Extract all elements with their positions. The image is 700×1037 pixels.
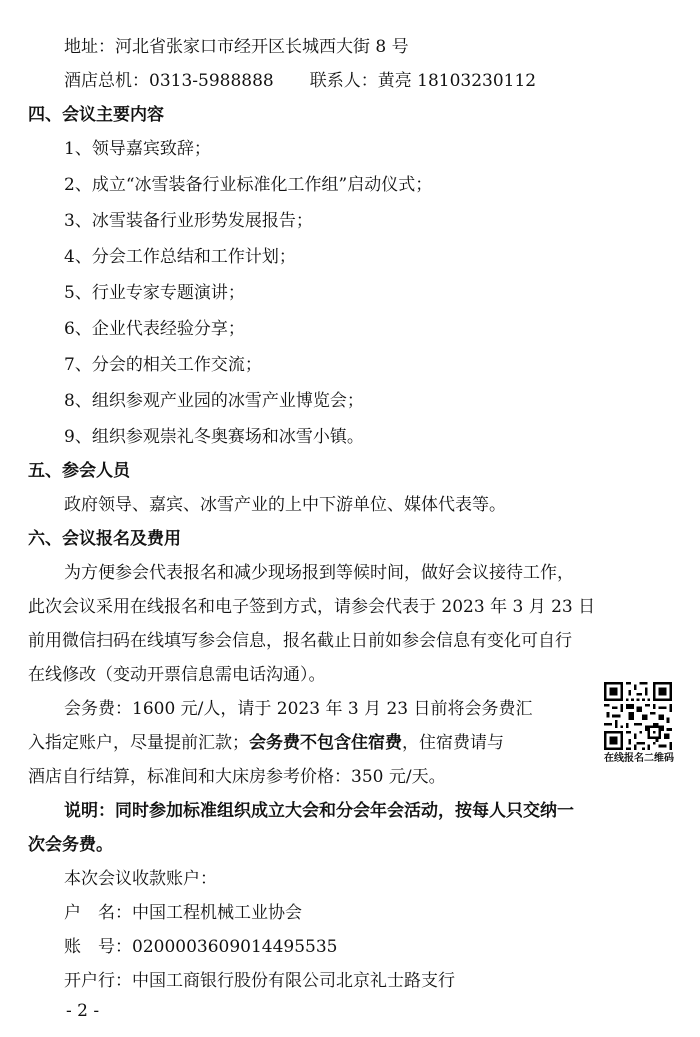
registration-paragraph-line: 此次会议采用在线报名和电子签到方式，请参会代表于 2023 年 3 月 23 日 [28, 597, 596, 617]
fee-text: 入指定账户，尽量提前汇款； [28, 733, 249, 753]
note-line: 次会务费。 [28, 835, 113, 855]
agenda-item: 3、冰雪装备行业形势发展报告； [64, 211, 313, 231]
section-5-title: 五、参会人员 [28, 461, 130, 481]
registration-qr-code [604, 682, 672, 750]
fee-text: ，住宿费请与 [402, 733, 504, 753]
account-bank: 开户行：中国工商银行股份有限公司北京礼士路支行 [64, 971, 455, 991]
agenda-item: 9、组织参观崇礼冬奥赛场和冰雪小镇。 [64, 427, 364, 447]
account-number: 账 号：0200003609014495535 [64, 937, 338, 957]
agenda-item: 7、分会的相关工作交流； [64, 355, 262, 375]
agenda-item: 8、组织参观产业园的冰雪产业博览会； [64, 391, 364, 411]
agenda-item: 2、成立“冰雪装备行业标准化工作组”启动仪式； [64, 175, 433, 195]
agenda-item: 6、企业代表经验分享； [64, 319, 245, 339]
registration-paragraph-line: 前用微信扫码在线填写参会信息，报名截止日前如参会信息有变化可自行 [28, 631, 572, 651]
registration-paragraph-line: 为方便参会代表报名和减少现场报到等候时间，做好会议接待工作， [64, 563, 574, 583]
qr-code-label: 在线报名二维码 [604, 753, 674, 764]
registration-paragraph-line: 在线修改（变动开票信息需电话沟通）。 [28, 665, 326, 685]
agenda-item: 5、行业专家专题演讲； [64, 283, 245, 303]
hotel-address: 地址：河北省张家口市经开区长城西大街 8 号 [64, 37, 409, 57]
account-intro: 本次会议收款账户： [64, 869, 217, 889]
attendees-text: 政府领导、嘉宾、冰雪产业的上中下游单位、媒体代表等。 [64, 495, 506, 515]
hotel-contact-line [64, 64, 536, 98]
page-number: - 2 - [66, 1001, 100, 1021]
hotel-phone: 酒店总机：0313-5988888 [64, 71, 274, 91]
fee-line [28, 726, 504, 760]
fee-line: 会务费：1600 元/人，请于 2023 年 3 月 23 日前将会务费汇 [64, 699, 533, 719]
account-name: 户 名：中国工程机械工业协会 [64, 903, 302, 923]
agenda-item: 4、分会工作总结和工作计划； [64, 247, 296, 267]
note-line: 说明：同时参加标准组织成立大会和分会年会活动，按每人只交纳一 [64, 801, 574, 821]
agenda-item: 1、领导嘉宾致辞； [64, 139, 211, 159]
fee-emphasis: 会务费不包含住宿费 [249, 733, 402, 753]
section-4-title: 四、会议主要内容 [28, 105, 164, 125]
section-6-title: 六、会议报名及费用 [28, 529, 181, 549]
hotel-contact: 联系人：黄亮 18103230112 [309, 71, 537, 91]
fee-line: 酒店自行结算，标准间和大床房参考价格：350 元/天。 [28, 767, 446, 787]
